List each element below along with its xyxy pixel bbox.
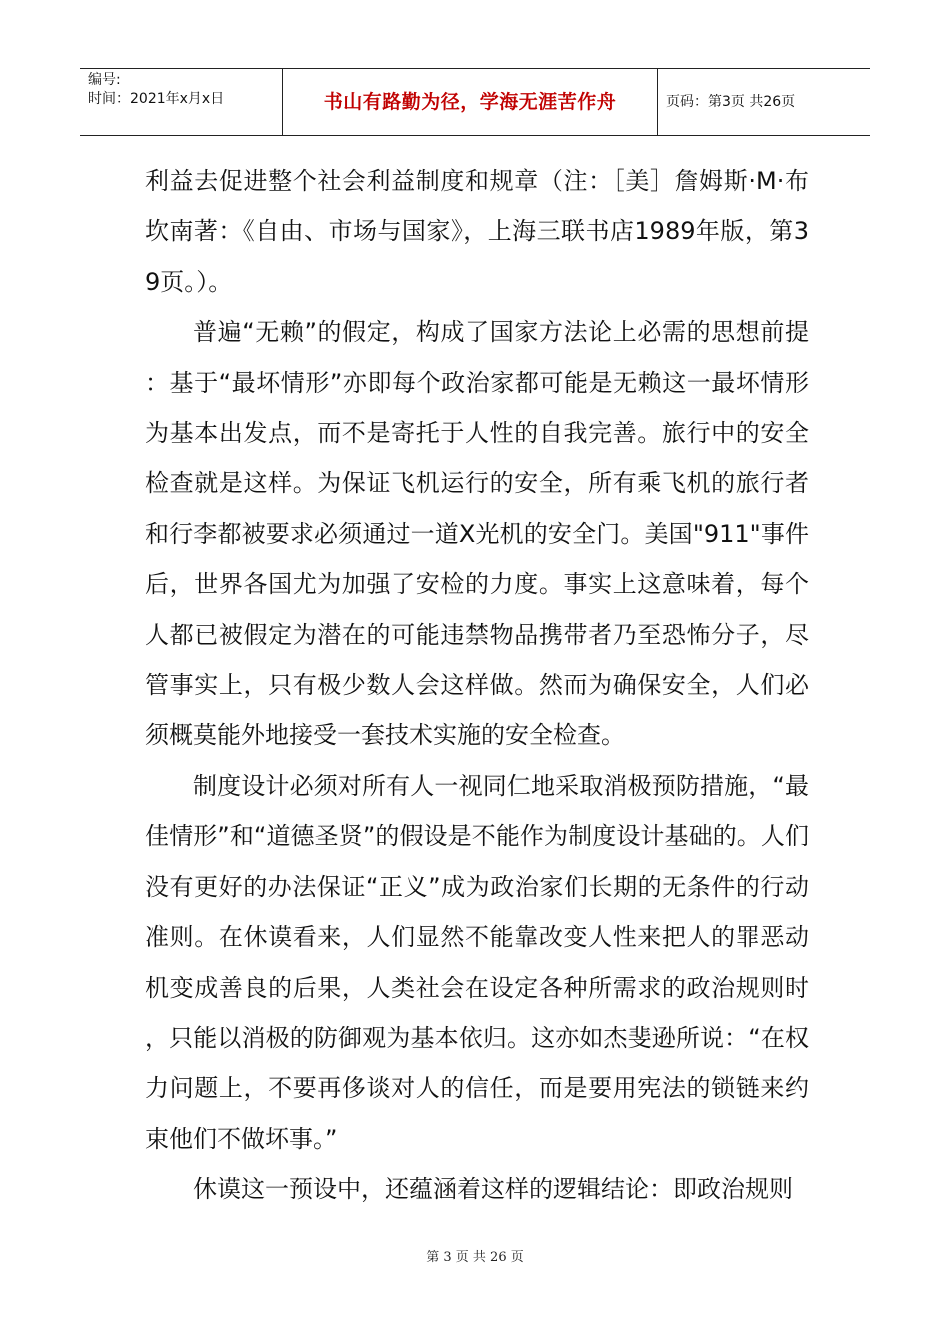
page-footer: 第 3 页 共 26 页: [426, 1250, 524, 1265]
paragraph-institution-design: 制度设计必须对所有人一视同仁地采取消极预防措施，“最佳情形”和“道德圣贤”的假设是不能作为制度设计基础的。人们没有更好的办法保证“正义”成为政治家们长期的无条件的行动准则。在休谟看来，人们显然不能靠改变人性来把人的罪恶动机变成善良的后果，人类社会在设定各种所需求的政治规则时，只能以消极的防御观为基本依归。这亦如杰斐逊所说：“在权力问题上，不要再侈谈对人的信任，而是要用宪法的锁链来约束他们不做坏事。”: [145, 771, 809, 1153]
document-number-label: 编号:: [88, 72, 121, 88]
page-header: [80, 68, 870, 136]
header-meta-cell: [80, 69, 283, 135]
paragraph-hume-conclusion: 休谟这一预设中，还蕴涵着这样的逻辑结论：即政治规则: [193, 1175, 793, 1204]
document-body: [145, 156, 809, 1215]
document-time-label: 时间：2021年x月x日: [88, 91, 225, 107]
paragraph-continued: 利益去促进整个社会利益制度和规章（注：［美］詹姆斯·M·布坎南著：《自由、市场与国家》，上海三联书店1989年版，第39页。）。: [145, 167, 809, 296]
header-motto: 书山有路勤为径，学海无涯苦作舟: [283, 69, 658, 135]
paragraph-security-check: 普遍“无赖”的假定，构成了国家方法论上必需的思想前提：基于“最坏情形”亦即每个政治家都可能是无赖这一最坏情形为基本出发点，而不是寄托于人性的自我完善。旅行中的安全检查就是这样。为保证飞机运行的安全，所有乘飞机的旅行者和行李都被要求必须通过一道X光机的安全门。美国"911"事件后，世界各国尤为加强了安检的力度。事实上这意味着，每个人都已被假定为潜在的可能违禁物品携带者乃至恐怖分子，尽管事实上，只有极少数人会这样做。然而为确保安全，人们必须概莫能外地接受一套技术实施的安全检查。: [145, 318, 809, 750]
header-page-info: 页码：第3页 共26页: [666, 94, 796, 110]
